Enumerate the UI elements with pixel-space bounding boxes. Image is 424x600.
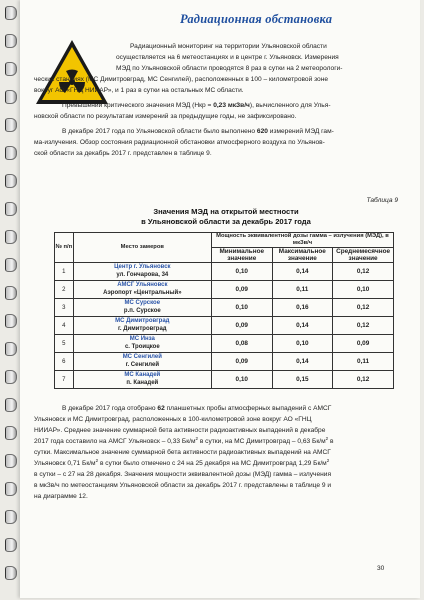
measurement-count: 620	[256, 128, 268, 135]
paragraph-4-line-7: в сутки – с 27 на 28 декабря. Значения мощности эквивалентной дозы (МЭД) гамма – излучения	[34, 471, 332, 478]
binder-ring	[5, 286, 17, 300]
binder-ring	[5, 370, 17, 384]
header-avg: Среднемесячное значение	[333, 248, 394, 263]
table-row: 6 МС Сенгилей г. Сенгилей 0,09 0,14 0,11	[55, 353, 394, 371]
binder-ring	[5, 538, 17, 552]
station-place: г. Сенгилей	[125, 361, 160, 368]
binder-ring	[5, 146, 17, 160]
paragraph-3-line-1: В декабре 2017 года по Ульяновской области было выполнено 620 измерений МЭД гам-	[62, 128, 334, 135]
binder-ring	[5, 342, 17, 356]
sample-count: 62	[157, 405, 165, 412]
page-number: 30	[377, 565, 385, 572]
paragraph-4-line-4: 2017 года составило на АМСГ Ульяновск – 0,33 $Бк/м^2$ в сутки, на МС Димитровград – 0,63 $Бк/м^2$ в	[34, 435, 334, 445]
table-row: 5 МС Инза с. Троицкое 0,08 0,10 0,09	[55, 335, 394, 353]
paragraph-2-line-2: новской области по результатам измерений за предыдущие годы, не зафиксировано.	[34, 113, 297, 120]
station-name: АМСГ Ульяновск	[117, 282, 168, 289]
station-place: п. Канадей	[126, 379, 159, 386]
binder-ring	[5, 566, 17, 580]
table-title: Значения МЭД на открытой местности в Ульяновской области за декабрь 2017 года	[141, 207, 311, 226]
paragraph-1-line-5: вокруг АО «ГНЦ НИИАР», и 1 раз в сутки на остальных МС области.	[34, 87, 244, 94]
table-row: 4 МС Димитровград г. Димитровград 0,09 0,14 0,12	[55, 317, 394, 335]
binder-ring	[5, 62, 17, 76]
table-row: 2 АМСГ Ульяновск Аэропорт «Центральный» 0,09 0,11 0,10	[55, 281, 394, 299]
document-page	[20, 0, 420, 598]
station-name: МС Инза	[129, 336, 155, 343]
critical-value: 0,23 мкЗв/ч	[213, 102, 250, 109]
paragraph-4-line-1: В декабре 2017 года отобрано 62 планшетных пробы атмосферных выпадений с АМСГ	[62, 405, 332, 412]
binder-ring	[5, 426, 17, 440]
paragraph-2-line-1: Превышений критического значения МЭД (Нкр = 0,23 мкЗв/ч), вычисленного для Улья-	[62, 102, 331, 109]
station-name: МС Сурское	[124, 300, 161, 307]
binder-ring	[5, 482, 17, 496]
radiation-table	[54, 232, 394, 389]
station-place: с. Троицкое	[124, 343, 160, 350]
paragraph-3-line-2: ма-излучения. Обзор состояния радиационной обстановки атмосферного воздуха по Ульянов-	[34, 139, 325, 146]
binder-ring	[5, 34, 17, 48]
station-name: МС Димитровград	[115, 318, 170, 325]
binder-ring	[5, 314, 17, 328]
binder-ring	[5, 510, 17, 524]
station-name: МС Сенгилей	[122, 354, 162, 361]
binder-ring	[5, 6, 17, 20]
paragraph-4-line-8: в мкЗв/ч по метеостанциям Ульяновской области за декабрь 2017 г. представлены в таблице 9 и	[34, 482, 332, 489]
table-row: 7 МС Канадей п. Канадей 0,10 0,15 0,12	[55, 371, 394, 389]
header-max: Максимальное значение	[272, 248, 333, 263]
binder-ring	[5, 258, 17, 272]
station-place: р.п. Сурское	[123, 307, 161, 314]
station-name: МС Канадей	[124, 372, 161, 379]
paragraph-3-line-3: ской области за декабрь 2017 г. представлен в таблице 9.	[34, 150, 212, 157]
table-row: 1 Центр г. Ульяновск ул. Гончарова, 34 0,10 0,14 0,12	[55, 263, 394, 281]
binder-ring	[5, 118, 17, 132]
table-row: 3 МС Сурское р.п. Сурское 0,10 0,16 0,12	[55, 299, 394, 317]
page-title: Радиационная обстановка	[180, 12, 333, 26]
paragraph-1-line-1: Радиационный мониторинг на территории Ульяновской области	[130, 43, 327, 50]
paragraph-1-line-4: ческих станциях (МС Димитровград, МС Сенгилей), расположенных в 100 – километровой зоне	[34, 76, 329, 83]
paragraph-4-line-9: на диаграмме 12.	[34, 493, 88, 500]
binder-ring	[5, 90, 17, 104]
paragraph-4-line-3: НИИАР». Среднее значение суммарной бета активности радиоактивных выпадений в декабре	[34, 427, 326, 434]
station-name: Центр г. Ульяновск	[114, 264, 171, 271]
paragraph-1-line-3: МЭД по Ульяновской области проводятся 8 раз в сутки на 2 метеорологи-	[116, 65, 343, 72]
header-dose-rate: Мощность эквивалентной дозы гамма – излучения (МЭД), в мкЗв/ч	[211, 233, 393, 248]
station-place: ул. Гончарова, 34	[116, 271, 169, 278]
station-place: г. Димитровград	[118, 325, 167, 332]
paragraph-1-line-2: осуществляется на 6 метеостанциях и в центре г. Ульяновск. Измерения	[116, 54, 339, 61]
binder-ring	[5, 174, 17, 188]
station-place: Аэропорт «Центральный»	[103, 289, 182, 296]
table-caption: Таблица 9	[366, 197, 398, 204]
binder-ring	[5, 230, 17, 244]
paragraph-4-line-5: сутки. Максимальное значение суммарной бета активности радиоактивных выпадений на АМСГ	[34, 449, 331, 456]
binder-ring	[5, 398, 17, 412]
paragraph-4-line-6: Ульяновск 0,71 $Бк/м^2$ в сутки было отмечено с 24 на 25 декабря на МС Димитровград 1,29 $Бк/м^2$	[34, 457, 330, 467]
paragraph-4-line-2: Ульяновск и МС Димитровград, расположенных в 100-километровой зоне вокруг АО «ГНЦ	[34, 416, 312, 423]
header-number: № п/п	[55, 233, 74, 263]
binder-ring	[5, 454, 17, 468]
header-min: Минимальное значение	[211, 248, 272, 263]
header-place: Место замеров	[73, 233, 211, 263]
binder-ring	[5, 202, 17, 216]
binder-rings	[2, 0, 18, 600]
